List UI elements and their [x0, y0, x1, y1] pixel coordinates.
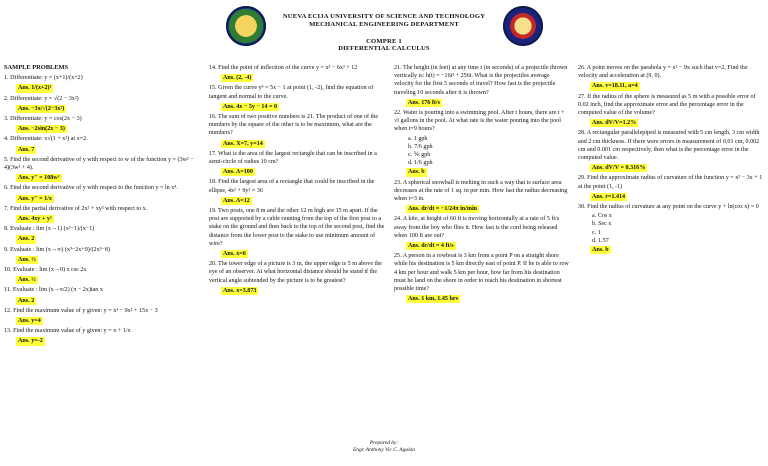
answer-highlight: Ans. (2, -4): [223, 75, 252, 82]
answer-highlight: Ans. x=3.873: [223, 287, 257, 294]
section-title: SAMPLE PROBLEMS: [4, 64, 69, 71]
problem-text: 27. If the radius of the sphere is measured as 5 m with a possible error of 0.02 inch, find the approximate error and the percentage error in the computed value of the volume?: [578, 93, 756, 117]
subject-title: DIFFERENTIAL CALCULUS: [338, 45, 430, 52]
problem-text: 11. Evaluate : lim (x→π/2) (π − 2x)tan x: [4, 287, 103, 294]
problem-text: 13. Find the maximum value of y given: y = x + 1/x: [4, 328, 131, 335]
problem-list-3: [394, 64, 570, 305]
answer-highlight: Ans. y'' = 108w²: [18, 175, 60, 182]
author-name: Engr. Anthony Vic C. Agulan: [353, 447, 415, 453]
problem-text: 24. A kite, at height of 60 ft is moving horizontally at a rate of 5 ft/s away from the boy who flies it. How fast is the cord being released when 100 ft are out?: [394, 216, 560, 239]
choice-option: d. 1.57: [592, 237, 609, 244]
answer-highlight: Ans. y'' = 1/x: [18, 195, 52, 202]
choice-option: c. ⅙ gph: [408, 152, 431, 159]
problem-list-4: [578, 64, 764, 256]
document-footer: [0, 440, 768, 454]
answer-highlight: Ans. ½: [18, 277, 36, 284]
choice-option: a. Cos x: [592, 213, 612, 220]
answer-highlight: Ans. 4x − 5y − 14 = 0: [223, 103, 278, 110]
problem-text: 15. Given the curve y³ = 5x − 1 at point (1, -2), find the equation of tangent and normal to the curve.: [209, 85, 374, 100]
problem-text: 29. Find the approximate radius of curvature of the function y = x² − 3x + 1 at the point (1, -1): [578, 175, 763, 190]
problem-text: 28. A rectangular parallelepiped is measured with 5 cm length, 3 cm width and 2 cm thickness. If there were errors in measurement of 0.01 cm, 0.002 cm and 0.001 cm respectively, then what is the percentage error in the computed value.: [578, 130, 760, 162]
problem-text: 25. A person in a rowboat is 3 km from a point P on a straight shore while his destination is 5 km directly east of point P. If he is able to row 4 km per hour and walk 5 km per hour, how far from his destination must he land on the shore in order to reach his destination in shortest possible time?: [394, 253, 569, 293]
column-2: [209, 64, 387, 297]
problem-text: 4. Differentiate: x√(1 + x²) at x=2.: [4, 136, 88, 143]
document-header: [0, 6, 768, 56]
course-code: COMPRE 1: [366, 38, 402, 45]
problem-list-2: [209, 64, 387, 297]
answer-highlight: Ans. 176 ft/s: [408, 99, 440, 106]
prepared-by-label: Prepared by:: [369, 440, 399, 446]
choice-option: b. 7/6 gph: [408, 143, 433, 150]
column-3: [394, 64, 570, 305]
answer-highlight: Ans. y=4: [18, 318, 41, 325]
answer-highlight: Ans. 2: [18, 297, 35, 304]
problem-text: 14. Find the point of inflection of the curve y = x³ − 6x² + 12: [209, 65, 358, 71]
problem-text: 3. Differentiate: y = cos(2x − 3): [4, 116, 82, 123]
problem-text: 26. A point moves on the parabola y = x² − 9x such that v=2, Find the velocity and acceleration at (9, 0).: [578, 65, 748, 80]
choice-option: d. 1/6 gph: [408, 160, 433, 167]
answer-highlight: Ans. dr/dt = −1/24π in/min: [408, 206, 478, 213]
problem-text: 10. Evaluate : lim (x→0) x csc 2x: [4, 267, 87, 274]
answer-highlight: Ans. dV/V = 0.316%: [592, 165, 646, 172]
problem-text: 9. Evaluate : lim (x→∞) (x³−2x+9)/(2x³−8): [4, 246, 110, 253]
answer-highlight: Ans. r=1.414: [592, 193, 626, 200]
answer-highlight: Ans. A=12: [223, 197, 250, 204]
problem-text: 6. Find the second derivative of y with respect to the function y = ln x⁴.: [4, 185, 178, 192]
answer-highlight: Ans. 4xy + y²: [18, 216, 52, 223]
answer-highlight: Ans. 7: [18, 146, 35, 153]
problem-text: 16. The sum of two positive numbers is 21. The product of one of the numbers by the square of the other is to be maximum, what are the numbers?: [209, 114, 379, 137]
answer-highlight: Ans. b: [408, 169, 425, 176]
answer-highlight: Ans. y=-2: [18, 338, 43, 345]
problem-text: 21. The height (in feet) at any time t (in seconds) of a projectile thrown vertically is: h(t) = −16t² + 256t. What is the projectiles average velocity for the first 5 seconds of travel? How fast is the projectile traveling 10 seconds after it is thrown?: [394, 65, 568, 96]
problem-text: 22. Water is pouring into a swimming pool. After t hours, there are t + √t gallons in the pool. At what rate is the water pouring into the pool when t=9 hours?: [394, 110, 565, 133]
column-4: [578, 64, 764, 256]
problem-text: 17. What is the area of the largest rectangle that can be inscribed in a semi-circle of radius 10 cm?: [209, 150, 377, 166]
column-1: [4, 64, 200, 348]
choice-option: a. 1 gph: [408, 135, 428, 142]
answer-highlight: Ans. b: [592, 247, 609, 254]
answer-highlight: Ans. 1 km, 1.45 hrs: [408, 296, 458, 303]
department-name: MECHANICAL ENGINEERING DEPARTMENT: [309, 21, 459, 28]
problem-text: 19. Two posts, one 8 m and the other 12 m high are 15 m apart. If the post are supported by a cable running from the top of the first post to a stake on the ground and then back to the top of the second post, find the distance from the lower post to the stake to use minimum amount of wire?: [209, 208, 385, 247]
answer-highlight: Ans. 1/(x+2)²: [18, 85, 52, 92]
answer-highlight: Ans. X=7, y=14: [223, 140, 263, 147]
problem-text: 2. Differentiate: y = √(2 − 3x²): [4, 95, 79, 102]
problem-text: 23. A spherical snowball is melting in such a way that is surface area decreases at the rate of 1 sq. in per min. How fast the radius decreasing when t=3 in.: [394, 179, 568, 203]
problem-text: 30. Find the radius of curvature at any point on the curve y + ln(cos x) = 0: [578, 204, 759, 211]
answer-highlight: Ans. x=6: [223, 251, 246, 258]
problem-text: 8. Evaluate : lim (x→1) (x²−1)/(x−1): [4, 226, 95, 233]
problem-text: 18. Find the largest area of a rectangle that could be inscribed in the ellipse, 4x² + 9y² = 36: [209, 179, 375, 194]
problem-text: 7. Find the partial derivative of 2x² + xy² with respect to x.: [4, 205, 148, 212]
problem-text: 5. Find the second derivative of y with respect to w of the function y = (3w² − 4)(3w² + 4).: [4, 156, 194, 172]
answer-highlight: Ans. ½: [18, 256, 36, 263]
answer-highlight: Ans. dc/dt = 4 ft/s: [408, 243, 454, 250]
answer-highlight: Ans. v=18.11, a=4: [592, 83, 638, 90]
problem-text: 12. Find the maximum value of y given: y = x³ − 9x² + 15x − 3: [4, 307, 158, 314]
choice-option: b. Sec x: [592, 221, 612, 228]
answer-highlight: Ans. −3x/√(2−3x²): [18, 105, 65, 112]
answer-highlight: Ans. −2sin(2x − 3): [18, 126, 65, 133]
problem-list-1: [4, 74, 200, 347]
answer-highlight: Ans. dV/V=1.2%: [592, 120, 637, 127]
problem-text: 1. Differentiate: y = (x+1)/(x+2): [4, 75, 83, 82]
university-name: NUEVA ECIJA UNIVERSITY OF SCIENCE AND TECHNOLOGY: [282, 13, 486, 20]
answer-highlight: Ans. A=100: [223, 169, 253, 176]
answer-highlight: Ans. 2: [18, 236, 35, 243]
choice-option: c. 1: [592, 229, 601, 236]
problem-text: 20. The tower edge of a picture is 3 m, the upper edge is 5 m above the eye of an observer. At what horizontal distance should he stand if the vertical angle subtended by the picture is to be greatest?: [209, 261, 382, 284]
